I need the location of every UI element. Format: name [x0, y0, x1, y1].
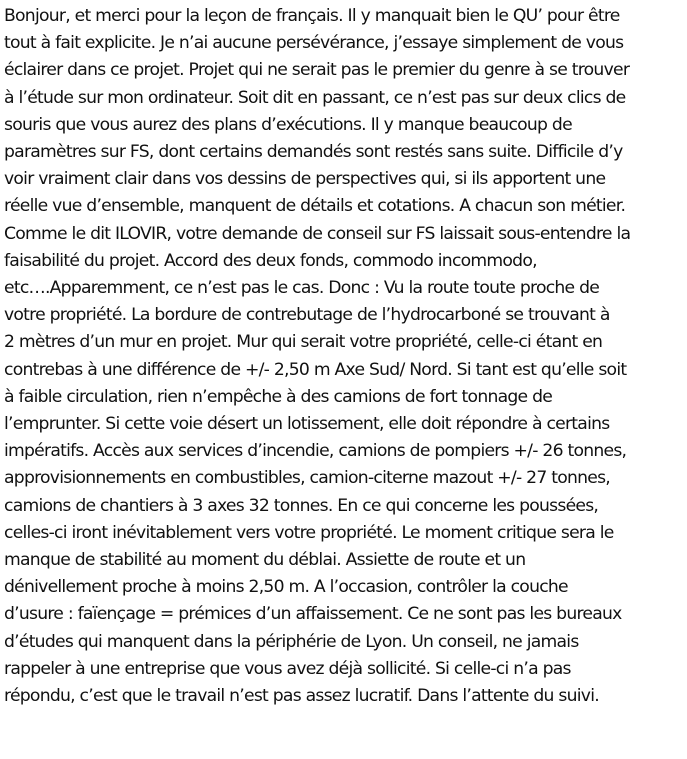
text-line: camions de chantiers à 3 axes 32 tonnes. En ce qui concerne les poussées, [4, 495, 599, 516]
text-line: impératifs. Accès aux services d’incendie, camions de pompiers +/- 26 tonnes, [4, 441, 627, 462]
text-line: faisabilité du projet. Accord des deux fonds, commodo incommodo, [4, 250, 537, 271]
text-line: l’emprunter. Si cette voie désert un lotissement, elle doit répondre à certains [4, 414, 610, 435]
message-body [4, 3, 684, 710]
text-line: paramètres sur FS, dont certains demandés sont restés sans suite. Difficile d’y [4, 142, 623, 163]
text-line: approvisionnements en combustibles, camion-citerne mazout +/- 27 tonnes, [4, 468, 611, 489]
text-line: d’usure : faïençage = prémices d’un affaissement. Ce ne sont pas les bureaux [4, 604, 622, 625]
text-line: celles-ci iront inévitablement vers votre propriété. Le moment critique sera le [4, 522, 614, 543]
text-line: rappeler à une entreprise que vous avez déjà sollicité. Si celle-ci n’a pas [4, 658, 571, 679]
text-line: contrebas à une différence de +/- 2,50 m Axe Sud/ Nord. Si tant est qu’elle soit [4, 359, 627, 380]
text-line: tout à fait explicite. Je n’ai aucune persévérance, j’essaye simplement de vous [4, 33, 624, 54]
text-line: réelle vue d’ensemble, manquent de détails et cotations. A chacun son métier. [4, 196, 626, 217]
text-line: Bonjour, et merci pour la leçon de français. Il y manquait bien le QU’ pour être [4, 6, 620, 26]
text-line: répondu, c’est que le travail n’est pas assez lucratif. Dans l’attente du suivi. [4, 686, 599, 707]
text-line: souris que vous aurez des plans d’exécutions. Il y manque beaucoup de [4, 114, 572, 135]
text-line: à l’étude sur mon ordinateur. Soit dit en passant, ce n’est pas sur deux clics de [4, 87, 626, 108]
text-line: éclairer dans ce projet. Projet qui ne serait pas le premier du genre à se trouver [4, 60, 630, 81]
text-line: 2 mètres d’un mur en projet. Mur qui serait votre propriété, celle-ci étant en [4, 332, 603, 353]
text-line: dénivellement proche à moins 2,50 m. A l’occasion, contrôler la couche [4, 577, 568, 598]
text-line: votre propriété. La bordure de contrebutage de l’hydrocarboné se trouvant à [4, 305, 610, 326]
text-line: manque de stabilité au moment du déblai. Assiette de route et un [4, 550, 526, 571]
text-line: etc….Apparemment, ce n’est pas le cas. Donc : Vu la route toute proche de [4, 278, 600, 299]
text-line: d’études qui manquent dans la périphérie de Lyon. Un conseil, ne jamais [4, 631, 579, 652]
text-line: voir vraiment clair dans vos dessins de perspectives qui, si ils apportent une [4, 169, 606, 190]
text-line: à faible circulation, rien n’empêche à des camions de fort tonnage de [4, 386, 553, 407]
text-line: Comme le dit ILOVIR, votre demande de conseil sur FS laissait sous-entendre la [4, 223, 631, 244]
